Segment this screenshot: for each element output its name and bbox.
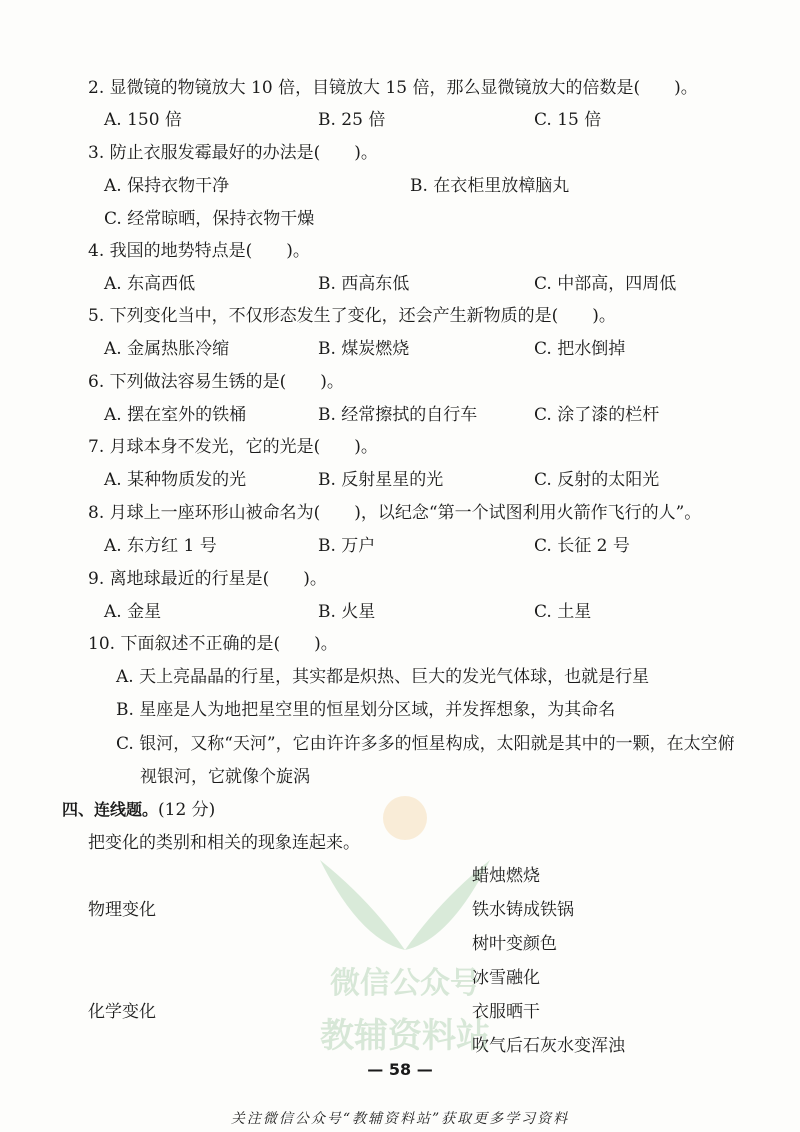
option: A. 东方红 1 号 <box>104 536 217 556</box>
match-right-item: 冰雪融化 <box>472 968 540 988</box>
section-score: (12 分) <box>158 800 216 820</box>
section-title: 四、连线题。 <box>62 800 159 819</box>
option: C. 长征 2 号 <box>534 536 630 556</box>
option: C. 15 倍 <box>534 110 602 130</box>
option: B. 火星 <box>318 602 376 622</box>
option: C. 把水倒掉 <box>534 339 626 359</box>
option: A. 保持衣物干净 <box>104 176 230 196</box>
option: A. 摆在室外的铁桶 <box>104 405 247 425</box>
match-right-item: 衣服晒干 <box>472 1002 540 1022</box>
match-right-item: 吹气后石灰水变浑浊 <box>472 1036 625 1056</box>
question-stem: 4. 我国的地势特点是( )。 <box>88 241 310 261</box>
option: C. 经常晾晒，保持衣物干燥 <box>104 209 315 229</box>
question-stem: 5. 下列变化当中，不仅形态发生了变化，还会产生新物质的是( )。 <box>88 306 616 326</box>
match-right-item: 树叶变颜色 <box>472 934 557 954</box>
page-number: — 58 — <box>367 1060 433 1079</box>
match-left-item: 物理变化 <box>88 900 156 920</box>
option: A. 东高西低 <box>104 274 196 294</box>
watermark-line-1: 微信公众号 <box>330 966 480 1001</box>
option: B. 煤炭燃烧 <box>318 339 410 359</box>
question-stem: 9. 离地球最近的行星是( )。 <box>88 569 327 589</box>
option: B. 在衣柜里放樟脑丸 <box>410 176 570 196</box>
option: B. 西高东低 <box>318 274 410 294</box>
option: C. 反射的太阳光 <box>534 470 660 490</box>
watermark-line-2: 教辅资料站 <box>320 1016 490 1056</box>
option-continuation: 视银河，它就像个旋涡 <box>140 767 310 787</box>
option: C. 银河，又称“天河”，它由许许多多的恒星构成，太阳就是其中的一颗，在太空俯 <box>116 734 735 754</box>
option: A. 金星 <box>104 602 162 622</box>
option: A. 150 倍 <box>104 110 182 130</box>
match-right-item: 铁水铸成铁锅 <box>472 900 574 920</box>
question-stem: 2. 显微镜的物镜放大 10 倍，目镜放大 15 倍，那么显微镜放大的倍数是( )。 <box>88 78 698 98</box>
match-left-item: 化学变化 <box>88 1002 156 1022</box>
option: A. 金属热胀冷缩 <box>104 339 230 359</box>
option: B. 万户 <box>318 536 376 556</box>
option: B. 经常擦拭的自行车 <box>318 405 478 425</box>
section-heading <box>62 798 215 822</box>
option: B. 反射星星的光 <box>318 470 444 490</box>
question-stem: 3. 防止衣服发霉最好的办法是( )。 <box>88 143 378 163</box>
option: C. 涂了漆的栏杆 <box>534 405 660 425</box>
question-stem: 7. 月球本身不发光，它的光是( )。 <box>88 437 378 457</box>
match-right-item: 蜡烛燃烧 <box>472 866 540 886</box>
section-instruction: 把变化的类别和相关的现象连起来。 <box>88 833 360 853</box>
footer-note: 关注微信公众号“教辅资料站”获取更多学习资料 <box>230 1111 570 1127</box>
option: A. 天上亮晶晶的行星，其实都是炽热、巨大的发光气体球，也就是行星 <box>116 667 650 687</box>
option: A. 某种物质发的光 <box>104 470 247 490</box>
option: C. 土星 <box>534 602 592 622</box>
question-stem: 6. 下列做法容易生锈的是( )。 <box>88 372 344 392</box>
question-stem: 8. 月球上一座环形山被命名为( )，以纪念“第一个试图利用火箭作飞行的人”。 <box>88 503 702 523</box>
option: C. 中部高，四周低 <box>534 274 677 294</box>
question-stem: 10. 下面叙述不正确的是( )。 <box>88 634 338 654</box>
option: B. 星座是人为地把星空里的恒星划分区域，并发挥想象，为其命名 <box>116 700 616 720</box>
option: B. 25 倍 <box>318 110 386 130</box>
